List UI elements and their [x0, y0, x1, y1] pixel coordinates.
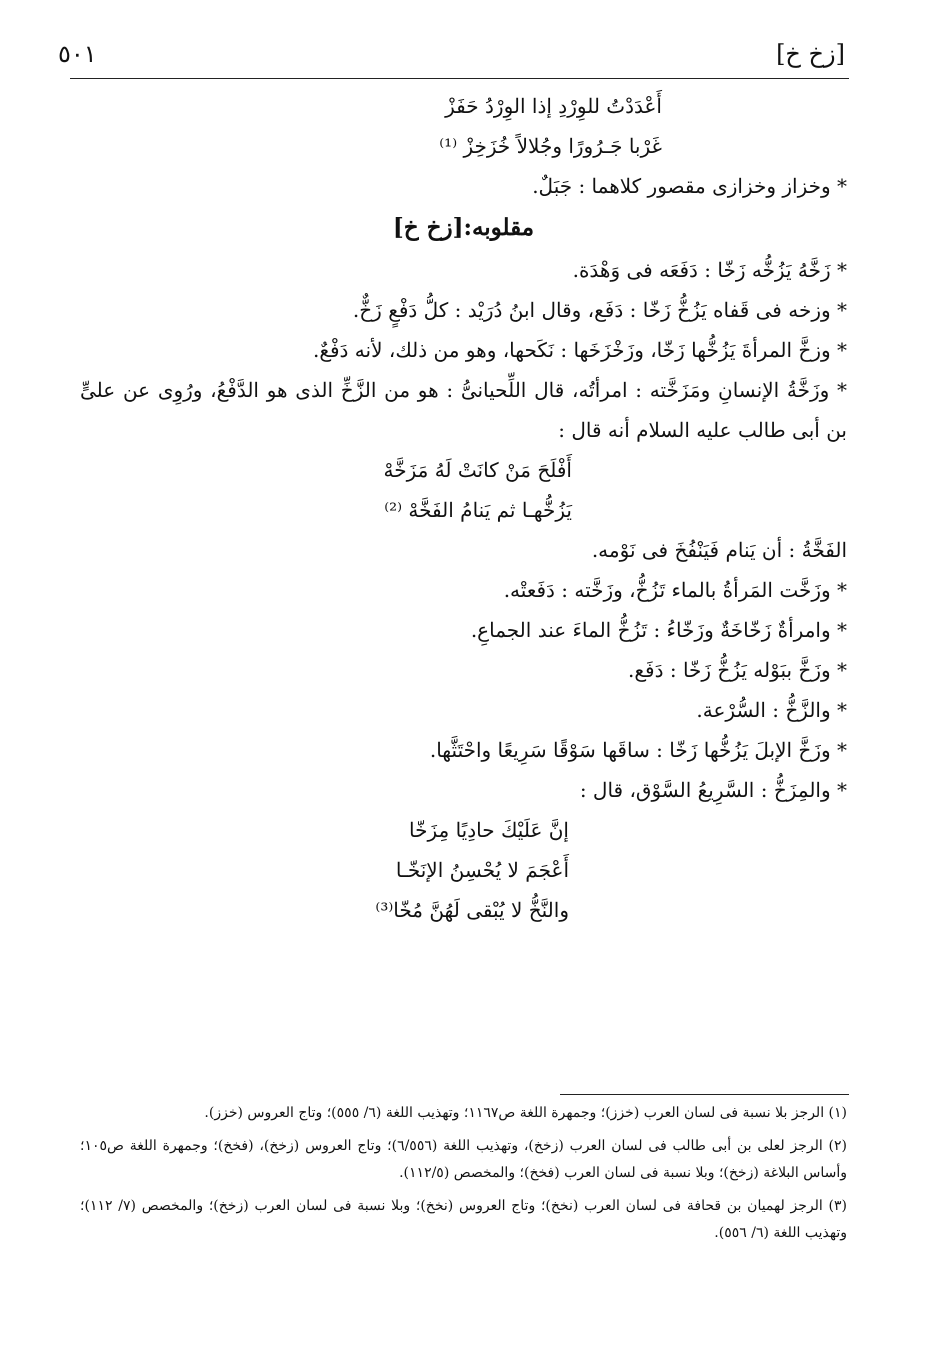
page-number: ٥٠١: [58, 40, 97, 68]
paragraph: * وزخَّ المرأةَ يَزُخُّها زَخّا، وزَخْزَخَها : نَكَحها، وهو من ذلك، لأنه دَفْعٌ.: [312, 338, 847, 362]
paragraph: * وامرأةٌ زَخّاخَةٌ وزَخّاءُ : تَزُخُّ الماءَ عند الجماعِ.: [470, 618, 847, 642]
footnote: (١) الرجز بلا نسبة فى لسان العرب (خزز)؛ وجمهرة اللغة ص١١٦٧؛ وتهذيب اللغة (٦/ ٥٥٥)؛ وتاج العروس (خزز).: [204, 1105, 847, 1121]
section-subheading: مقلوبه:[زخ خ]: [392, 214, 535, 241]
verse-line: يَزُخُّهـا ثم يَنامُ الفَخَّهْ ⁽²⁾: [384, 498, 572, 522]
running-head-root: [زخ خ]: [776, 40, 845, 68]
paragraph: * والمِزَخُّ : السَّرِيعُ السَّوْق، قال :: [579, 778, 847, 802]
header-rule: [70, 78, 849, 79]
main-text: [80, 86, 847, 930]
verse-line: أَفْلَحَ مَنْ كانَتْ لَهُ مَزَخَّهْ: [383, 458, 572, 482]
paragraph: * وزَخَّت المَرأةُ بالماء تَزُخُّ، وزَخَّته : دَفَعتْه.: [503, 578, 847, 602]
paragraph: * زَخَّهُ يَزُخُّه زَخّا : دَفَعَه فى وَهْدَة.: [572, 258, 847, 282]
paragraph: * وزخه فى قَفاه يَزُخُّ زَخّا : دَفَع، وقال ابنُ دُرَيْد : كلُّ دَفْعٍ زَخٌّ.: [352, 298, 847, 322]
footnote: (٢) الرجز لعلى بن أبى طالب فى لسان العرب (زخخ)، وتهذيب اللغة (٦/٥٥٦)؛ وتاج العروس (زخخ)، (فخخ)؛ وجمهرة اللغة ص١٠٥؛ وأساس البلاغة (زخخ)؛ وبلا نسبة فى لسان العرب (فخخ)؛ والمخصص (١١٢/٥).: [80, 1138, 847, 1181]
paragraph: * وزَخَّ الإبلَ يَزُخُّها زَخّا : ساقَها سَوْقًا سَرِيعًا واحْتَثَّها.: [429, 738, 847, 762]
verse-line: أَعْدَدْتُ للوِرْدِ إذا الوِرْدُ حَفَزْ: [445, 94, 662, 118]
paragraph: * وزَخَّةُ الإنسانِ ومَزَخَّته : امرأتُه، قال اللِّحيانىُّ : هو من الزَّخِّ الذى هو الدَّفْعُ، ورُوِى عن علىٍّ بن أبى طالب عليه السلام أنه قال :: [80, 378, 847, 442]
verse-line: غَرْبا جَـرُورًا وجُلالاً خُزَخِزْ ⁽¹⁾: [439, 134, 662, 158]
paragraph: * وزَخَّ ببَوْله يَزُخُّ زَخّا : دَفَع.: [628, 658, 847, 682]
verse-line: والنَّخُّ لا يُبْقى لَهُنَّ مُخّا⁽³⁾: [375, 898, 569, 922]
paragraph: * وخزاز وخزازى مقصور كلاهما : جَبَلٌ.: [532, 174, 847, 198]
verse-line: أَعْجَمَ لا يُحْسِنُ الإنَخّـا: [395, 858, 569, 882]
footnote-rule: [560, 1094, 849, 1095]
verse-line: إنَّ عَلَيْكَ حادِيًا مِزَخّا: [409, 818, 569, 842]
paragraph: الفَخَّةُ : أن يَنام فَيَنْفُخَ فى نَوْمه.: [591, 538, 847, 562]
footnotes: [80, 1100, 847, 1253]
paragraph: * والزَّخُّ : السُّرْعة.: [696, 698, 847, 722]
footnote: (٣) الرجز لهميان بن قحافة فى لسان العرب (نخخ)؛ وتاج العروس (نخخ)؛ وبلا نسبة فى لسان العرب (زخخ)؛ والمخصص (٧/ ١١٢)؛ وتهذيب اللغة (٦/ ٥٥٦).: [80, 1198, 848, 1241]
